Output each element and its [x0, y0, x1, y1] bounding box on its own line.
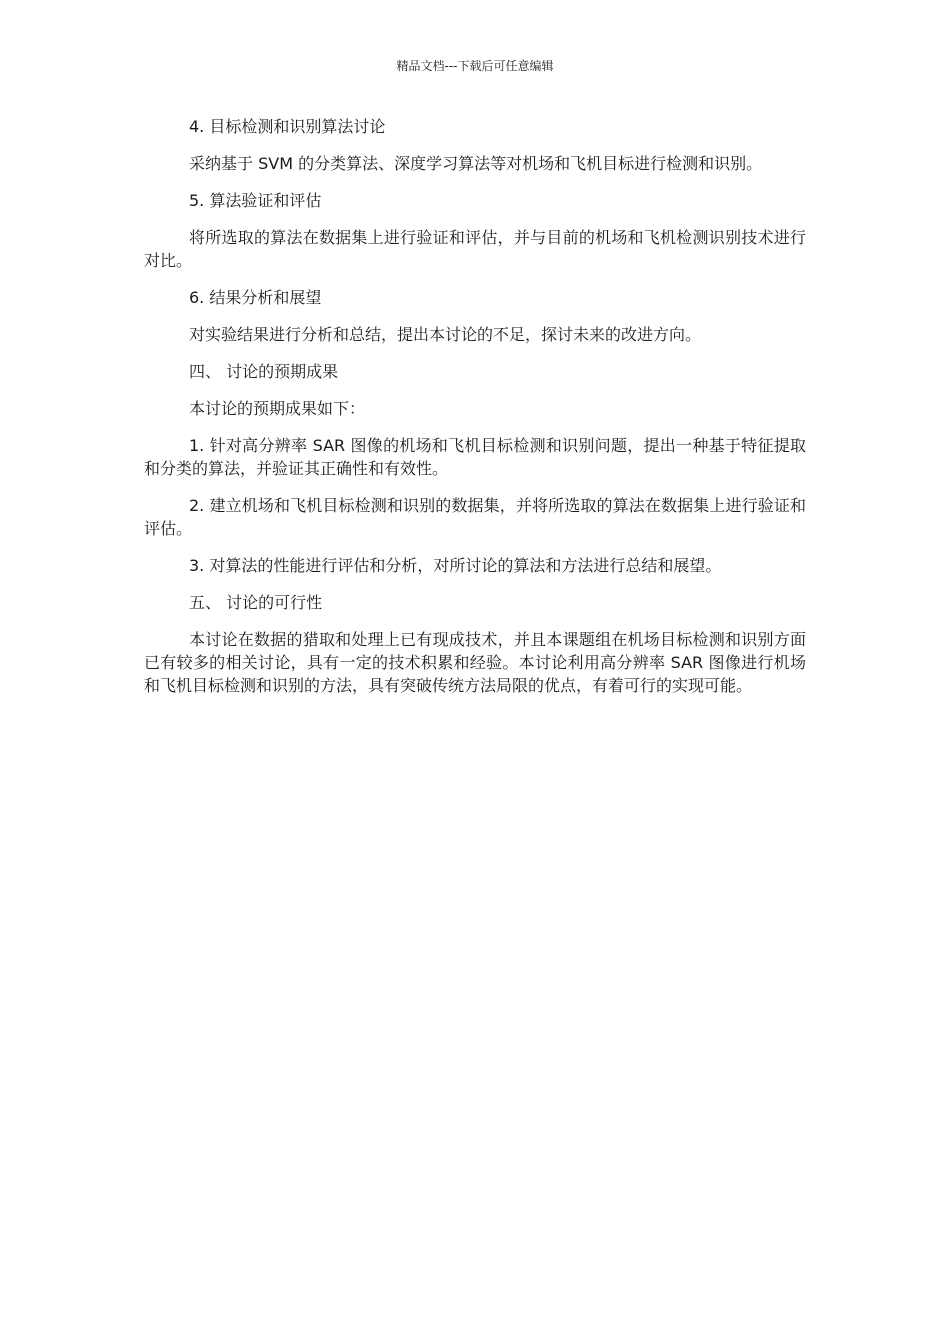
paragraph-feasibility: 本讨论在数据的猎取和处理上已有现成技术，并且本课题组在机场目标检测和识别方面已有较多的相关讨论，具有一定的技术积累和经验。本讨论利用高分辨率 SAR 图像进行机场和飞机目标检测和识别的方法，具有突破传统方法局限的优点，有着可行的实现可能。 — [144, 630, 806, 695]
section-heading-analysis: 6. 结果分析和展望 — [189, 288, 322, 307]
page-header: 精品文档---下载后可任意编辑 — [396, 59, 554, 73]
document-body — [144, 115, 806, 711]
paragraph-algorithm: 采纳基于 SVM 的分类算法、深度学习算法等对机场和飞机目标进行检测和识别。 — [189, 154, 763, 173]
paragraph-expected-intro: 本讨论的预期成果如下： — [189, 399, 366, 418]
section-heading-feasibility: 五、 讨论的可行性 — [189, 593, 323, 612]
paragraph-analysis: 对实验结果进行分析和总结，提出本讨论的不足，探讨未来的改进方向。 — [189, 325, 702, 344]
paragraph-validation: 将所选取的算法在数据集上进行验证和评估，并与目前的机场和飞机检测识别技术进行对比。 — [144, 228, 806, 270]
section-heading-validation: 5. 算法验证和评估 — [189, 191, 322, 210]
list-item-result-1: 1. 针对高分辨率 SAR 图像的机场和飞机目标检测和识别问题，提出一种基于特征提取和分类的算法，并验证其正确性和有效性。 — [144, 436, 806, 478]
section-heading-algorithm: 4. 目标检测和识别算法讨论 — [189, 117, 386, 136]
list-item-result-2: 2. 建立机场和飞机目标检测和识别的数据集，并将所选取的算法在数据集上进行验证和评估。 — [144, 496, 806, 538]
section-heading-expected-results: 四、 讨论的预期成果 — [189, 362, 339, 381]
list-item-result-3: 3. 对算法的性能进行评估和分析，对所讨论的算法和方法进行总结和展望。 — [189, 556, 722, 575]
